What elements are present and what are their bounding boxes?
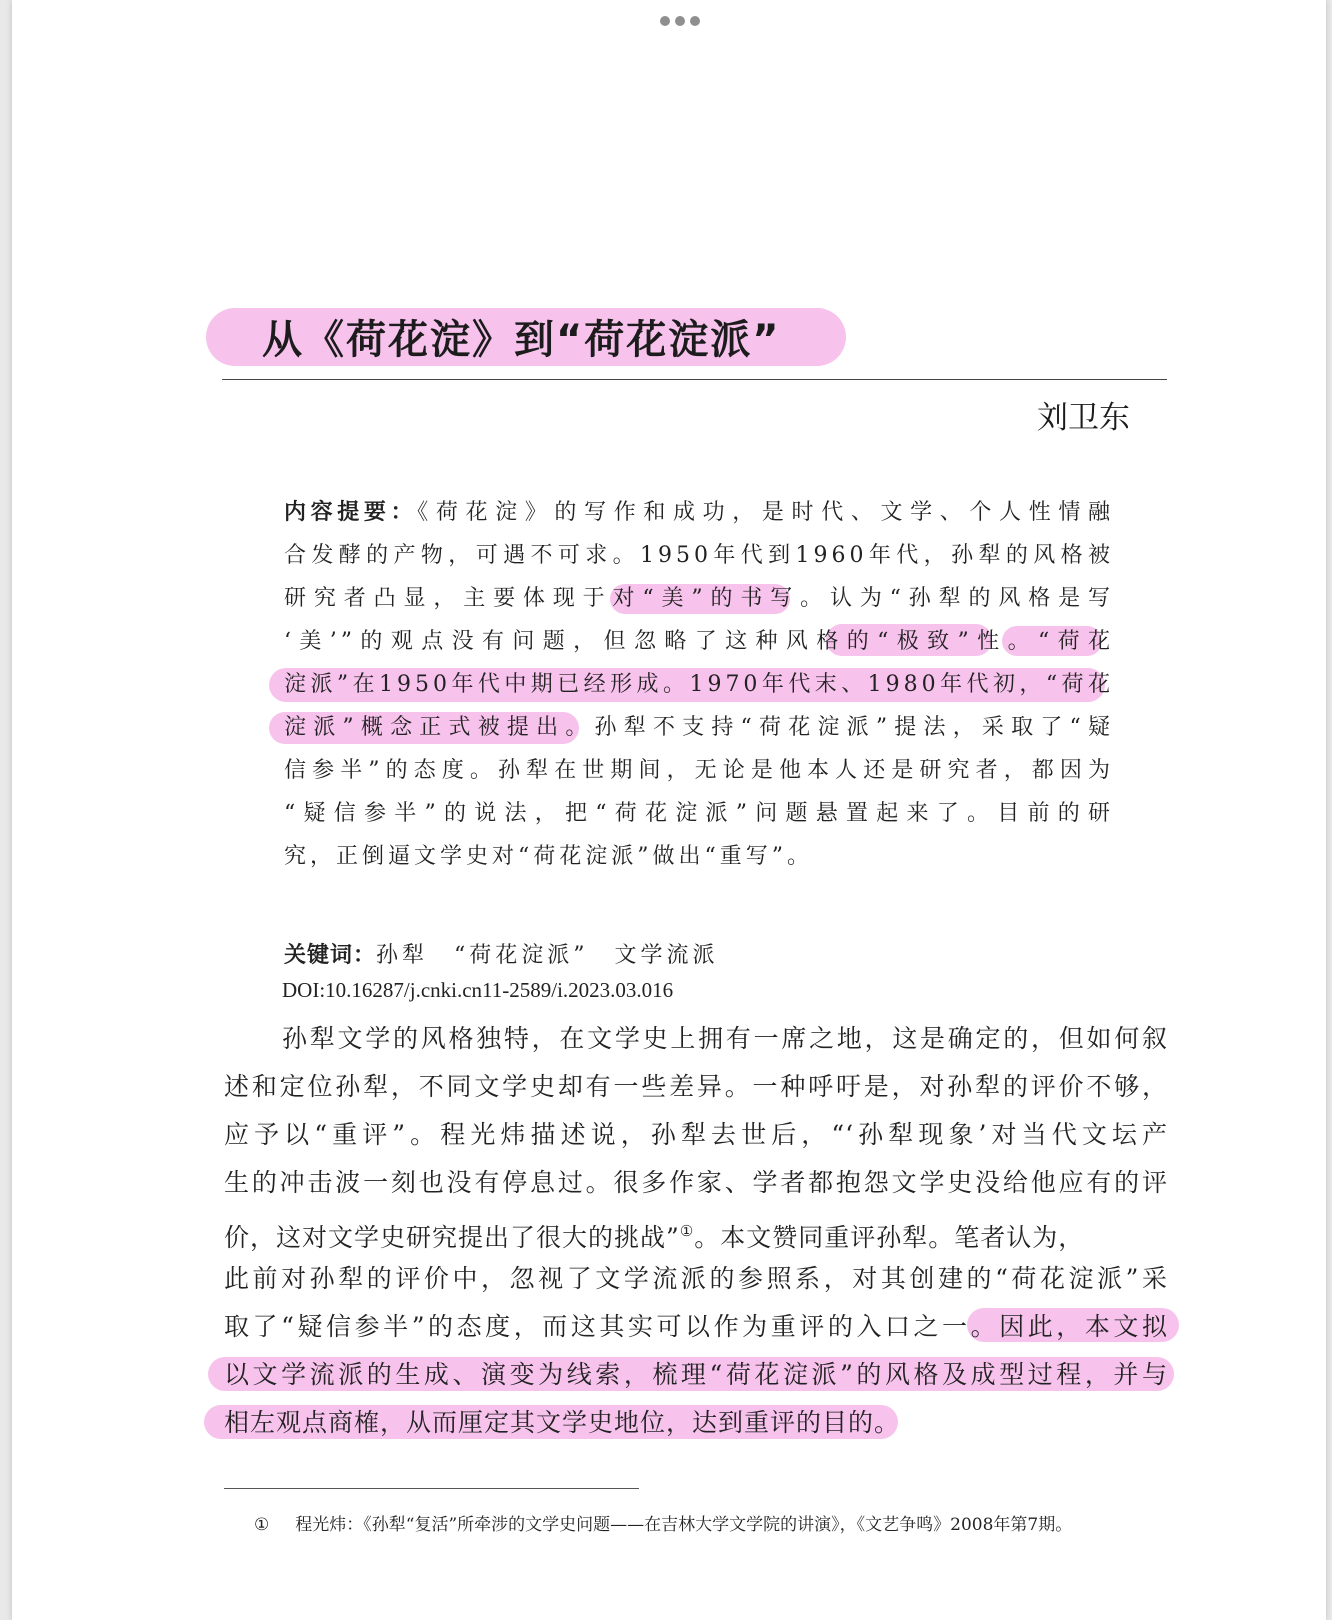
abstract-text: 《荷花淀》的写作和成功，是时代、文学、个人性情融 bbox=[417, 500, 1114, 525]
keywords-label: 关键词： bbox=[284, 943, 377, 968]
document-page bbox=[12, 0, 1326, 1620]
abstract-line: 研究者凸显，主要体现于对“美”的书写。认为“孙犁的风格是写 bbox=[284, 586, 1114, 611]
page-title: 从《荷花淀》到“荷花淀派” bbox=[262, 317, 781, 363]
body-line: 孙犁文学的风格独特，在文学史上拥有一席之地，这是确定的，但如何叙 bbox=[282, 1024, 1168, 1053]
keywords bbox=[284, 935, 1114, 977]
footnote-reference[interactable]: ① bbox=[679, 1222, 695, 1240]
body-line: 相左观点商榷，从而厘定其文学史地位，达到重评的目的。 bbox=[224, 1408, 901, 1437]
body-text: 价，这对文学史研究提出了很大的挑战” bbox=[224, 1223, 680, 1252]
body-line: 生的冲击波一刻也没有停息过。很多作家、学者都抱怨文学史没给他应有的评 bbox=[224, 1168, 1168, 1197]
body-line: 应予以“重评”。程光炜描述说，孙犁去世后，“‘孙犁现象’对当代文坛产 bbox=[224, 1120, 1168, 1149]
footnote-divider bbox=[224, 1488, 639, 1489]
abstract-line: 究，正倒逼文学史对“荷花淀派”做出“重写”。 bbox=[284, 844, 813, 869]
body-line bbox=[224, 1207, 1168, 1255]
footnote-text: 程光炜：《孙犁“复活”所牵涉的文学史问题——在吉林大学文学院的讲演》，《文艺争鸣》2008年第7期。 bbox=[295, 1515, 1073, 1535]
body-line: 取了“疑信参半”的态度，而这其实可以作为重评的入口之一。因此，本文拟 bbox=[224, 1312, 1168, 1341]
more-options-icon[interactable] bbox=[657, 14, 703, 28]
footnote bbox=[254, 1510, 1072, 1535]
body-line: 此前对孙犁的评价中，忽视了文学流派的参照系，对其创建的“荷花淀派”采 bbox=[224, 1264, 1168, 1293]
keywords-text: 孙犁 “荷花淀派” 文学流派 bbox=[376, 943, 719, 968]
body-line: 以文学流派的生成、演变为线索，梳理“荷花淀派”的风格及成型过程，并与 bbox=[224, 1360, 1168, 1389]
abstract-label: 内容提要： bbox=[284, 500, 418, 525]
abstract-line bbox=[284, 492, 1114, 534]
body-text: 。本文赞同重评孙犁。笔者认为， bbox=[694, 1223, 1085, 1252]
abstract-line: ‘美’”的观点没有问题，但忽略了这种风格的“极致”性。“荷花 bbox=[284, 629, 1114, 654]
abstract-line: 淀派”概念正式被提出。孙犁不支持“荷花淀派”提法，采取了“疑 bbox=[284, 715, 1114, 740]
abstract-line: 信参半”的态度。孙犁在世期间，无论是他本人还是研究者，都因为 bbox=[284, 758, 1114, 783]
footnote-marker: ① bbox=[254, 1515, 270, 1535]
abstract-line: 合发酵的产物，可遇不可求。1950年代到1960年代，孙犁的风格被 bbox=[284, 543, 1114, 568]
body-line: 述和定位孙犁，不同文学史却有一些差异。一种呼吁是，对孙犁的评价不够， bbox=[224, 1072, 1168, 1101]
doi: DOI:10.16287/j.cnki.cn11-2589/i.2023.03.016 bbox=[282, 978, 674, 1002]
abstract-line: “疑信参半”的说法，把“荷花淀派”问题悬置起来了。目前的研 bbox=[284, 801, 1114, 826]
title-divider bbox=[222, 379, 1167, 380]
abstract-line: 淀派”在1950年代中期已经形成。1970年代末、1980年代初，“荷花 bbox=[284, 672, 1114, 697]
author-name: 刘卫东 bbox=[1037, 400, 1130, 436]
